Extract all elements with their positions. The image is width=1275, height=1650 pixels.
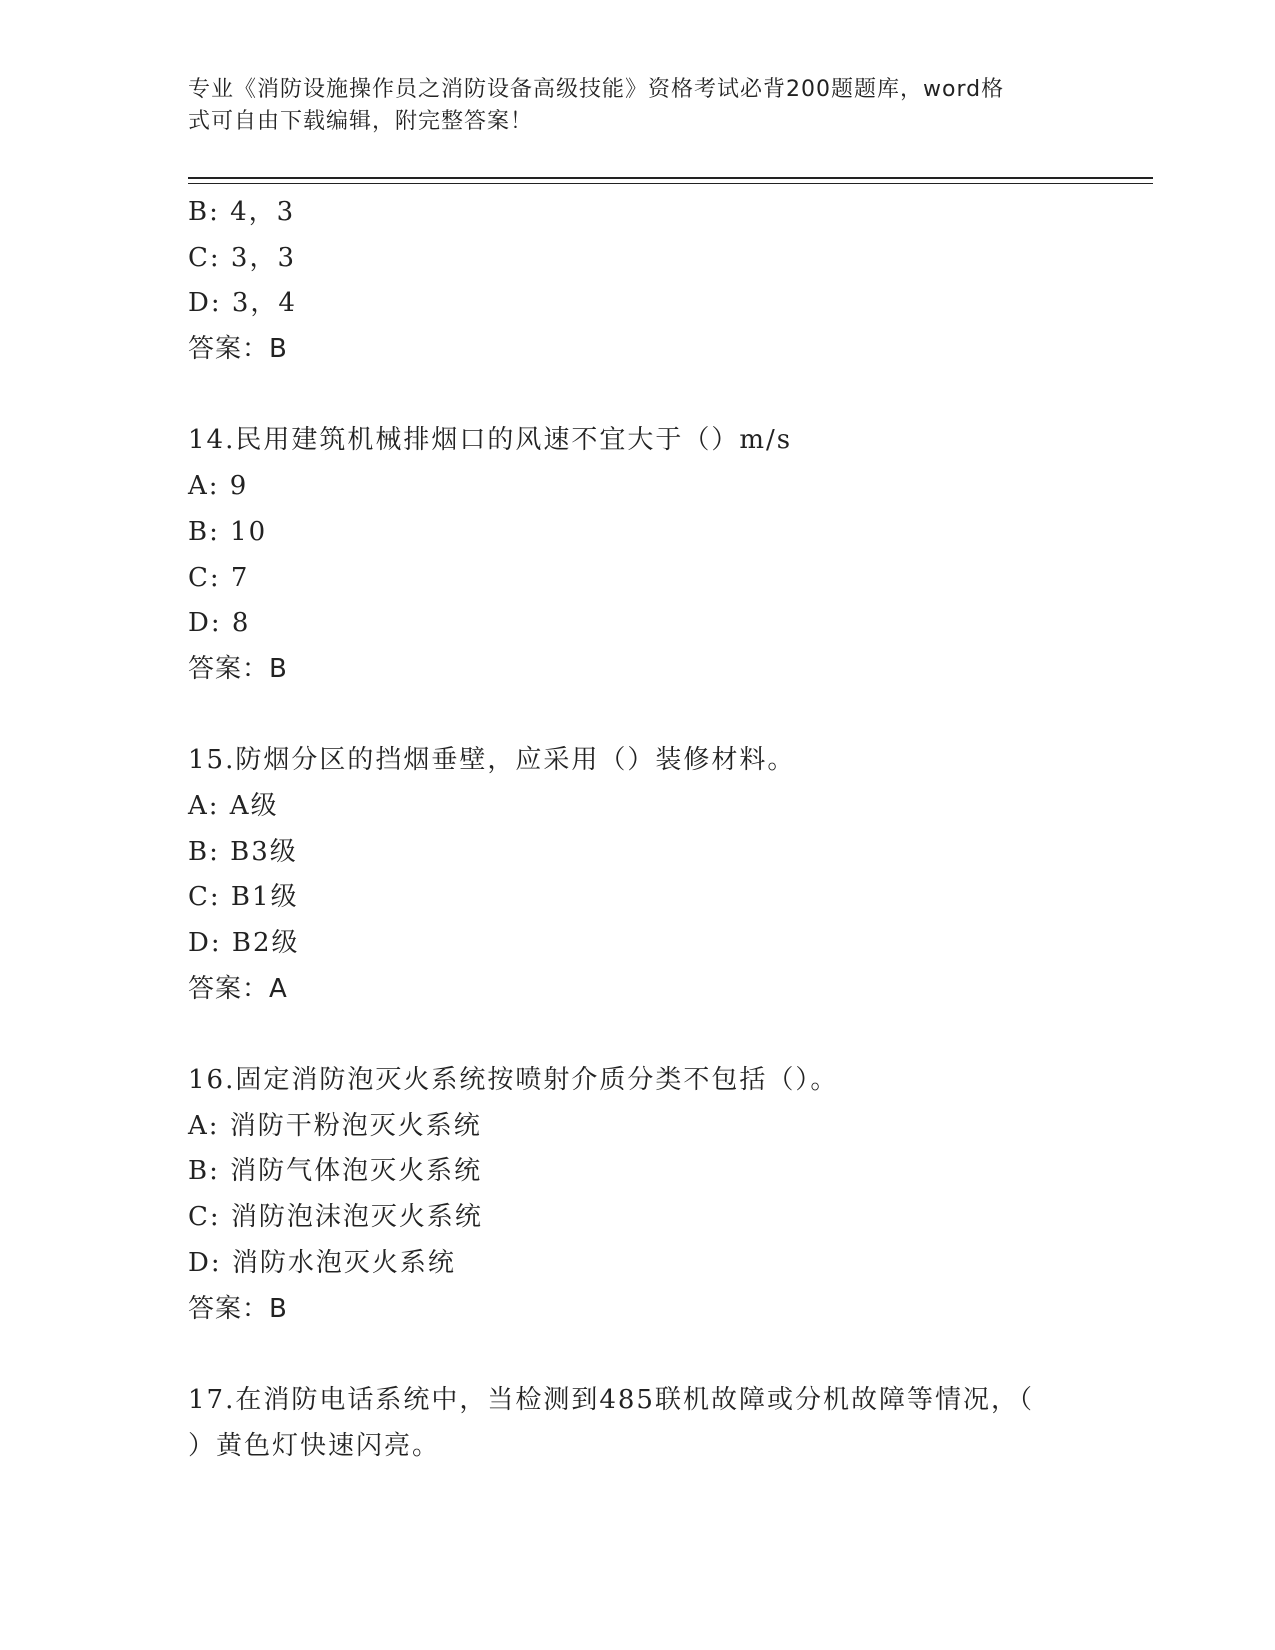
option-c: C: 消防泡沫泡灭火系统 (188, 1202, 483, 1233)
document-header (188, 74, 1068, 138)
question-13-tail (188, 190, 1088, 373)
spacer (188, 1332, 1088, 1378)
question-14 (188, 418, 1088, 692)
question-stem-line-2: ）黄色灯快速闪亮。 (188, 1430, 441, 1461)
option-c: C: 3，3 (188, 242, 297, 273)
option-c: C: B1级 (188, 882, 299, 913)
question-15 (188, 738, 1088, 1012)
question-stem: 14.民用建筑机械排烟口的风速不宜大于（）m/s (188, 425, 793, 456)
question-stem: 15.防烟分区的挡烟垂壁，应采用（）装修材料。 (188, 745, 796, 776)
option-a: A: 消防干粉泡灭火系统 (188, 1110, 482, 1141)
question-stem-line-1: 17.在消防电话系统中，当检测到485联机故障或分机故障等情况，（ (188, 1384, 1034, 1415)
option-d: D: 3，4 (188, 288, 297, 319)
question-16 (188, 1058, 1088, 1332)
header-rule-thin (188, 183, 1153, 184)
option-d: D: 8 (188, 608, 251, 639)
answer-line: 答案：A (188, 973, 288, 1004)
option-d: D: B2级 (188, 928, 300, 958)
question-17 (188, 1378, 1088, 1469)
header-line-2: 式可自由下载编辑，附完整答案！ (188, 109, 534, 134)
question-list (188, 190, 1088, 1469)
option-b: B: 消防气体泡灭火系统 (188, 1156, 483, 1187)
answer-line: 答案：B (188, 1293, 288, 1324)
option-b: B: 4，3 (188, 197, 296, 227)
option-a: A: 9 (188, 471, 249, 502)
spacer (188, 1012, 1088, 1058)
option-b: B: 10 (188, 516, 268, 547)
question-stem: 16.固定消防泡灭火系统按喷射介质分类不包括（）。 (188, 1065, 839, 1096)
option-d: D: 消防水泡灭火系统 (188, 1247, 456, 1278)
answer-line: 答案：B (188, 653, 288, 684)
spacer (188, 693, 1088, 739)
option-b: B: B3级 (188, 836, 298, 867)
option-a: A: A级 (188, 790, 279, 821)
spacer (188, 373, 1088, 419)
answer-line: 答案：B (188, 334, 288, 365)
header-line-1: 专业《消防设施操作员之消防设备高级技能》资格考试必背200题题库，word格 (188, 77, 1005, 102)
option-c: C: 7 (188, 562, 250, 593)
header-rule-thick (188, 177, 1153, 179)
